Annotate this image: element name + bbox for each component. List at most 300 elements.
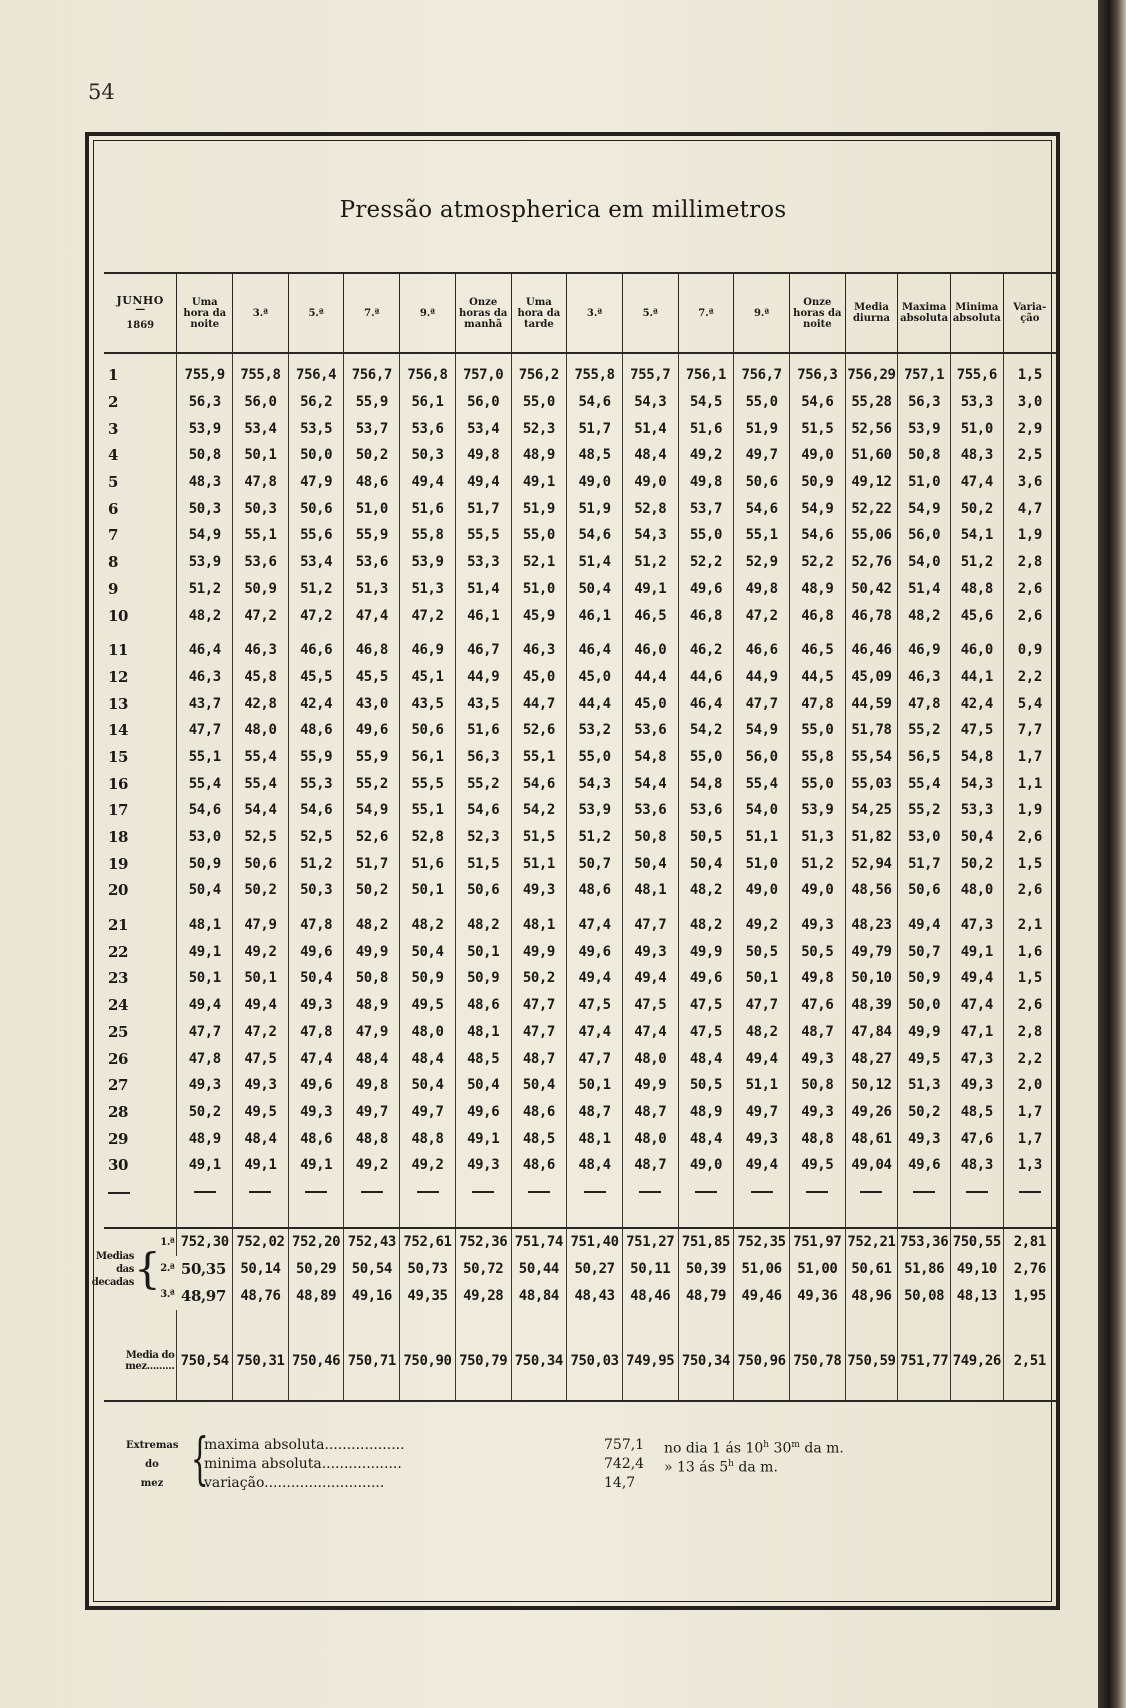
pressure-cell: 756,4: [288, 362, 344, 389]
pressure-cell: 53,6: [622, 797, 678, 824]
pressure-cell: 47,8: [233, 469, 289, 496]
pressure-cell: 53,9: [400, 549, 456, 576]
pressure-cell: 49,3: [898, 1125, 951, 1152]
day-row: [104, 415, 1056, 442]
pressure-cell: 50,2: [950, 850, 1003, 877]
column-header: Uma hora da noite: [177, 273, 233, 353]
day-row: [104, 744, 1056, 771]
extreme-detail-text: no dia 1 ás 10: [664, 1440, 764, 1457]
spacer-cell: [344, 1205, 400, 1228]
pressure-cell: 48,2: [177, 602, 233, 629]
day-row: [104, 1099, 1056, 1126]
pressure-cell: 1,7: [1003, 744, 1056, 771]
pressure-cell: 49,5: [233, 1099, 289, 1126]
pressure-cell: 47,7: [734, 690, 790, 717]
pressure-cell: 56,0: [233, 389, 289, 416]
spacer-cell: [400, 1310, 456, 1344]
pressure-cell: 49,0: [567, 469, 623, 496]
month-mean-cell: 750,54: [177, 1344, 233, 1378]
pressure-cell: 48,5: [455, 1045, 511, 1072]
pressure-cell: 756,1: [678, 362, 734, 389]
pressure-cell: 48,6: [344, 469, 400, 496]
decade-mean-cell: 750,55: [950, 1228, 1003, 1256]
pressure-cell: 48,8: [789, 1125, 845, 1152]
month-mean-cell: 750,46: [288, 1344, 344, 1378]
pressure-cell: 51,7: [455, 495, 511, 522]
pressure-cell: 54,9: [177, 522, 233, 549]
pressure-cell: 49,9: [898, 1019, 951, 1046]
pressure-cell: 44,4: [622, 664, 678, 691]
spacer-cell: [950, 904, 1003, 912]
pressure-cell: 54,6: [455, 797, 511, 824]
spacer-cell: [567, 1205, 623, 1228]
pressure-cell: 42,4: [288, 690, 344, 717]
dash-cell: [104, 1179, 177, 1205]
spacer-cell: [344, 1378, 400, 1401]
day-number: 6: [108, 499, 119, 518]
column-header: Media diurna: [845, 273, 898, 353]
pressure-cell: 49,1: [950, 938, 1003, 965]
spacer-cell: [567, 1378, 623, 1401]
spacer-cell: [177, 1205, 233, 1228]
dash-mark: [584, 1191, 606, 1193]
pressure-cell: 44,5: [789, 664, 845, 691]
pressure-cell: 51,7: [567, 415, 623, 442]
spacer-cell: [1003, 1378, 1056, 1401]
decade-index: 1.ª: [160, 1237, 175, 1249]
pressure-cell: 51,2: [177, 576, 233, 603]
pressure-cell: 55,0: [734, 389, 790, 416]
dash-cell: [898, 1179, 951, 1205]
pressure-cell: 53,6: [678, 797, 734, 824]
pressure-cell: 47,5: [567, 992, 623, 1019]
pressure-cell: 3,0: [1003, 389, 1056, 416]
pressure-cell: 48,9: [678, 1099, 734, 1126]
pressure-cell: 47,9: [288, 469, 344, 496]
pressure-cell: 51,3: [789, 824, 845, 851]
day-row: [104, 690, 1056, 717]
pressure-cell: 52,5: [233, 824, 289, 851]
decade-mean-cell: 50,29: [288, 1256, 344, 1283]
spacer-cell: [789, 629, 845, 637]
dash-cell: [177, 1179, 233, 1205]
pressure-cell: 45,0: [567, 664, 623, 691]
pressure-cell: 49,4: [622, 965, 678, 992]
pressure-cell: 53,4: [288, 549, 344, 576]
pressure-cell: 49,6: [288, 1072, 344, 1099]
spacer-row: [104, 1205, 1056, 1228]
decade-mean-row: [104, 1256, 1056, 1283]
spacer-cell: [455, 353, 511, 362]
pressure-cell: 53,9: [177, 549, 233, 576]
pressure-cell: 48,9: [511, 442, 567, 469]
pressure-cell: 48,8: [400, 1125, 456, 1152]
pressure-cell: 49,3: [950, 1072, 1003, 1099]
extreme-row: [204, 1474, 904, 1493]
column-header: Onze horas da noite: [789, 273, 845, 353]
pressure-cell: 50,2: [950, 495, 1003, 522]
pressure-cell: 53,9: [567, 797, 623, 824]
pressure-cell: 50,8: [177, 442, 233, 469]
pressure-cell: 48,0: [622, 1045, 678, 1072]
spacer-cell: [898, 904, 951, 912]
pressure-cell: 49,5: [400, 992, 456, 1019]
extreme-row: [204, 1436, 904, 1455]
pressure-cell: 49,2: [734, 912, 790, 939]
pressure-cell: 50,7: [898, 938, 951, 965]
spacer-cell: [1003, 1310, 1056, 1344]
decade-mean-cell: 50,35: [180, 1260, 226, 1279]
day-number: 20: [108, 881, 129, 900]
spacer-cell: [734, 1310, 790, 1344]
extreme-detail-text: » 13 ás 5: [664, 1459, 729, 1476]
pressure-cell: 46,78: [845, 602, 898, 629]
pressure-cell: 55,0: [789, 770, 845, 797]
decade-mean-cell: 751,27: [622, 1228, 678, 1256]
pressure-cell: 54,3: [950, 770, 1003, 797]
pressure-cell: 47,4: [950, 992, 1003, 1019]
pressure-cell: 54,5: [678, 389, 734, 416]
day-number: 16: [108, 774, 129, 793]
spacer-cell: [344, 629, 400, 637]
month-mean-cell: 751,77: [898, 1344, 951, 1378]
pressure-cell: 4,7: [1003, 495, 1056, 522]
day-number: 4: [108, 446, 119, 465]
spacer-cell: [845, 629, 898, 637]
spacer-row: [104, 1378, 1056, 1401]
pressure-cell: 50,8: [344, 965, 400, 992]
pressure-cell: 51,0: [734, 850, 790, 877]
pressure-cell: 53,6: [622, 717, 678, 744]
pressure-cell: 47,7: [177, 717, 233, 744]
spacer-cell: [845, 1310, 898, 1344]
spacer-cell: [400, 1205, 456, 1228]
spacer-cell: [288, 353, 344, 362]
pressure-cell: 49,3: [622, 938, 678, 965]
day-row: [104, 797, 1056, 824]
month-mean-cell: 750,71: [344, 1344, 400, 1378]
pressure-cell: 50,2: [511, 965, 567, 992]
pressure-cell: 50,12: [845, 1072, 898, 1099]
pressure-cell: 757,0: [455, 362, 511, 389]
pressure-cell: 1,9: [1003, 522, 1056, 549]
pressure-cell: 54,0: [898, 549, 951, 576]
pressure-cell: 50,4: [678, 850, 734, 877]
pressure-cell: 48,2: [344, 912, 400, 939]
spacer-cell: [734, 629, 790, 637]
pressure-cell: 44,9: [734, 664, 790, 691]
pressure-cell: 55,2: [898, 717, 951, 744]
pressure-cell: 756,8: [400, 362, 456, 389]
pressure-cell: 48,1: [455, 1019, 511, 1046]
pressure-cell: 54,3: [567, 770, 623, 797]
pressure-cell: 49,6: [567, 938, 623, 965]
month-mean-cell: 750,78: [789, 1344, 845, 1378]
pressure-cell: 49,8: [734, 576, 790, 603]
pressure-cell: 49,4: [233, 992, 289, 1019]
pressure-cell: 48,0: [950, 877, 1003, 904]
spacer-cell: [678, 629, 734, 637]
pressure-cell: 52,56: [845, 415, 898, 442]
pressure-cell: 51,4: [898, 576, 951, 603]
pressure-cell: 50,8: [622, 824, 678, 851]
table-body: [91, 353, 1056, 1401]
spacer-cell: [622, 1310, 678, 1344]
pressure-cell: 49,4: [898, 912, 951, 939]
pressure-cell: 48,2: [678, 912, 734, 939]
decade-mean-cell: 49,36: [789, 1283, 845, 1310]
spacer-cell: [511, 629, 567, 637]
pressure-cell: 48,6: [511, 1099, 567, 1126]
month-mean-cell: 749,26: [950, 1344, 1003, 1378]
extreme-minute-sup: m: [791, 1440, 800, 1450]
pressure-cell: 50,4: [622, 850, 678, 877]
spacer-cell: [950, 1378, 1003, 1401]
decade-mean-cell: 2,76: [1003, 1256, 1056, 1283]
pressure-cell: 49,4: [950, 965, 1003, 992]
pressure-cell: 49,7: [344, 1099, 400, 1126]
pressure-cell: 50,9: [898, 965, 951, 992]
pressure-cell: 757,1: [898, 362, 951, 389]
decade-mean-cell: 2,81: [1003, 1228, 1056, 1256]
decade-mean-row: [104, 1283, 1056, 1310]
pressure-cell: 48,2: [734, 1019, 790, 1046]
pressure-cell: 48,4: [622, 442, 678, 469]
pressure-cell: 47,84: [845, 1019, 898, 1046]
column-header: Maxima absoluta: [898, 273, 951, 353]
pressure-table: [91, 272, 1056, 1402]
day-row: [104, 938, 1056, 965]
spacer-cell: [734, 1205, 790, 1228]
pressure-cell: 48,5: [950, 1099, 1003, 1126]
pressure-cell: 52,8: [400, 824, 456, 851]
pressure-cell: 47,8: [789, 690, 845, 717]
spacer-cell: [567, 629, 623, 637]
pressure-cell: 45,8: [233, 664, 289, 691]
pressure-cell: 52,6: [511, 717, 567, 744]
header-year: 1869: [126, 320, 155, 331]
pressure-cell: 43,5: [400, 690, 456, 717]
pressure-cell: 50,4: [288, 965, 344, 992]
pressure-cell: 48,6: [567, 877, 623, 904]
pressure-cell: 49,1: [177, 938, 233, 965]
pressure-cell: 55,54: [845, 744, 898, 771]
pressure-cell: 47,6: [950, 1125, 1003, 1152]
pressure-cell: 49,79: [845, 938, 898, 965]
pressure-cell: 53,0: [177, 824, 233, 851]
pressure-cell: 46,46: [845, 637, 898, 664]
column-header: Onze horas da manhã: [455, 273, 511, 353]
pressure-cell: 48,9: [789, 576, 845, 603]
pressure-cell: 51,1: [734, 1072, 790, 1099]
pressure-cell: 50,4: [400, 938, 456, 965]
pressure-cell: 54,9: [344, 797, 400, 824]
pressure-cell: 49,4: [400, 469, 456, 496]
pressure-cell: 54,6: [567, 522, 623, 549]
day-row: [104, 992, 1056, 1019]
pressure-cell: 50,6: [455, 877, 511, 904]
pressure-cell: 48,9: [177, 1125, 233, 1152]
month-mean-cell: 2,51: [1003, 1344, 1056, 1378]
decade-mean-cell: 1,95: [1003, 1283, 1056, 1310]
dash-cell: [622, 1179, 678, 1205]
spacer-cell: [511, 1378, 567, 1401]
pressure-cell: 49,04: [845, 1152, 898, 1179]
pressure-cell: 51,0: [344, 495, 400, 522]
pressure-cell: 53,9: [177, 415, 233, 442]
column-header: 7.ª: [344, 273, 400, 353]
pressure-cell: 51,4: [622, 415, 678, 442]
pressure-cell: 755,7: [622, 362, 678, 389]
pressure-cell: 49,2: [678, 442, 734, 469]
spacer-cell: [950, 1205, 1003, 1228]
pressure-cell: 45,5: [344, 664, 400, 691]
spacer-cell: [898, 1310, 951, 1344]
header-row: [104, 273, 1056, 353]
pressure-cell: 47,2: [400, 602, 456, 629]
pressure-cell: 51,4: [455, 576, 511, 603]
pressure-cell: 48,6: [288, 1125, 344, 1152]
pressure-cell: 51,9: [734, 415, 790, 442]
pressure-cell: 53,4: [233, 415, 289, 442]
pressure-cell: 49,26: [845, 1099, 898, 1126]
spacer-cell: [455, 1310, 511, 1344]
month-mean-cell: 750,34: [511, 1344, 567, 1378]
pressure-cell: 47,4: [288, 1045, 344, 1072]
day-row: [104, 850, 1056, 877]
pressure-cell: 49,3: [288, 992, 344, 1019]
pressure-cell: 54,6: [288, 797, 344, 824]
spacer-cell: [622, 353, 678, 362]
month-mean-cell: 749,95: [622, 1344, 678, 1378]
decade-mean-label-line: Medias: [96, 1250, 134, 1262]
pressure-cell: 51,6: [455, 717, 511, 744]
pressure-cell: 47,7: [511, 992, 567, 1019]
pressure-cell: 51,82: [845, 824, 898, 851]
decade-mean-cell: 48,43: [567, 1283, 623, 1310]
dash-cell: [344, 1179, 400, 1205]
pressure-cell: 50,6: [288, 495, 344, 522]
pressure-cell: 55,28: [845, 389, 898, 416]
pressure-cell: 44,9: [455, 664, 511, 691]
spacer-cell: [845, 1378, 898, 1401]
spacer-cell: [1003, 353, 1056, 362]
pressure-cell: 55,9: [288, 744, 344, 771]
pressure-cell: 54,3: [622, 522, 678, 549]
pressure-cell: 52,5: [288, 824, 344, 851]
page-number: 54: [88, 80, 115, 104]
pressure-cell: 54,9: [898, 495, 951, 522]
decade-mean-label-line: decadas: [91, 1276, 134, 1288]
day-number: 21: [108, 916, 129, 935]
pressure-cell: 50,9: [233, 576, 289, 603]
pressure-cell: 53,3: [455, 549, 511, 576]
pressure-cell: 48,2: [898, 602, 951, 629]
decade-index: 3.ª: [160, 1289, 175, 1301]
spacer-cell: [288, 904, 344, 912]
pressure-cell: 47,7: [622, 912, 678, 939]
pressure-cell: 48,3: [177, 469, 233, 496]
pressure-cell: 50,9: [400, 965, 456, 992]
pressure-cell: 49,6: [678, 576, 734, 603]
day-row: [104, 549, 1056, 576]
dash-mark: [751, 1191, 773, 1193]
pressure-cell: 55,0: [678, 522, 734, 549]
pressure-cell: 5,4: [1003, 690, 1056, 717]
pressure-cell: 50,9: [789, 469, 845, 496]
pressure-cell: 50,0: [898, 992, 951, 1019]
pressure-cell: 49,0: [789, 442, 845, 469]
pressure-cell: 48,4: [678, 1045, 734, 1072]
spacer-cell: [177, 1310, 233, 1344]
dash-mark: [695, 1191, 717, 1193]
pressure-cell: 51,60: [845, 442, 898, 469]
dash-cell: [789, 1179, 845, 1205]
pressure-cell: 42,4: [950, 690, 1003, 717]
pressure-cell: 51,4: [567, 549, 623, 576]
spacer-cell: [104, 1310, 177, 1344]
pressure-cell: 44,6: [678, 664, 734, 691]
pressure-cell: 49,3: [734, 1125, 790, 1152]
day-number: 30: [108, 1156, 129, 1175]
pressure-cell: 50,6: [400, 717, 456, 744]
month-mean-row: [104, 1344, 1056, 1378]
spacer-cell: [567, 353, 623, 362]
month-mean-cell: 750,79: [455, 1344, 511, 1378]
day-row: [104, 1045, 1056, 1072]
decade-mean-cell: 752,21: [845, 1228, 898, 1256]
day-row: [104, 522, 1056, 549]
pressure-cell: 48,5: [511, 1125, 567, 1152]
column-header: 3.ª: [233, 273, 289, 353]
pressure-cell: 49,5: [789, 1152, 845, 1179]
day-row: [104, 495, 1056, 522]
day-row: [104, 912, 1056, 939]
column-header: Varia-ção: [1003, 273, 1056, 353]
pressure-cell: 55,9: [344, 522, 400, 549]
extreme-name: maxima absoluta..................: [204, 1437, 405, 1453]
pressure-cell: 48,8: [344, 1125, 400, 1152]
header-dash: —: [135, 304, 146, 315]
pressure-cell: 48,6: [511, 1152, 567, 1179]
pressure-cell: 55,5: [455, 522, 511, 549]
pressure-cell: 50,5: [789, 938, 845, 965]
pressure-cell: 47,8: [898, 690, 951, 717]
day-number: 17: [108, 801, 129, 820]
dash-cell: [455, 1179, 511, 1205]
extreme-hour-sup: h: [728, 1459, 734, 1469]
pressure-cell: 48,7: [567, 1099, 623, 1126]
pressure-cell: 50,9: [177, 850, 233, 877]
pressure-cell: 47,2: [233, 602, 289, 629]
pressure-cell: 54,0: [734, 797, 790, 824]
pressure-cell: 50,42: [845, 576, 898, 603]
spacer-cell: [950, 353, 1003, 362]
pressure-cell: 55,1: [177, 744, 233, 771]
spacer-cell: [104, 904, 177, 912]
spacer-cell: [898, 629, 951, 637]
pressure-cell: 43,5: [455, 690, 511, 717]
spacer-cell: [845, 904, 898, 912]
decade-mean-cell: 752,61: [400, 1228, 456, 1256]
pressure-cell: 54,6: [734, 495, 790, 522]
extreme-value: 14,7: [604, 1475, 636, 1491]
spacer-cell: [288, 1310, 344, 1344]
dash-cell: [950, 1179, 1003, 1205]
pressure-cell: 49,1: [288, 1152, 344, 1179]
pressure-cell: 48,6: [288, 717, 344, 744]
pressure-cell: 50,3: [177, 495, 233, 522]
